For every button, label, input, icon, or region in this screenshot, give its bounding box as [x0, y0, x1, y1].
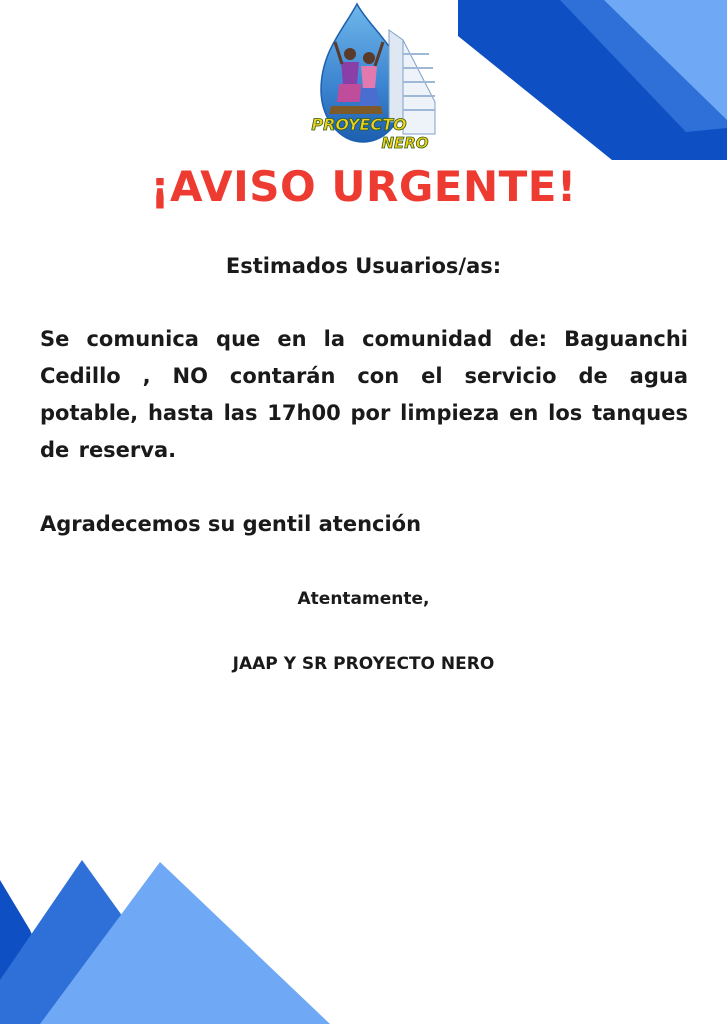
page-title: ¡AVISO URGENTE! [150, 162, 577, 211]
greeting: Estimados Usuarios/as: [225, 254, 502, 278]
top-right-triangle-light [604, 0, 727, 120]
thanks-text: Agradecemos su gentil atención [40, 512, 422, 536]
signature: JAAP Y SR PROYECTO NERO [232, 654, 495, 674]
notice-message: Se comunica que en la comunidad de: Baguanchi Cedillo , NO contarán con el servicio de agua potable, hasta las 17h00 por limpieza en los tanques de reserva. [40, 327, 688, 462]
top-right-triangle-dark [458, 0, 727, 160]
closing-text: Atentamente, [297, 589, 430, 609]
bottom-left-triangle-dark [0, 880, 70, 1024]
bottom-left-triangle-light [40, 862, 330, 1024]
logo-text-line2: NERO [381, 134, 429, 152]
bottom-left-triangle-mid [0, 860, 200, 1024]
logo-text-line1: PROYECTO [311, 115, 407, 134]
top-right-triangle-mid [560, 0, 727, 132]
proyecto-nero-logo [295, 2, 445, 152]
